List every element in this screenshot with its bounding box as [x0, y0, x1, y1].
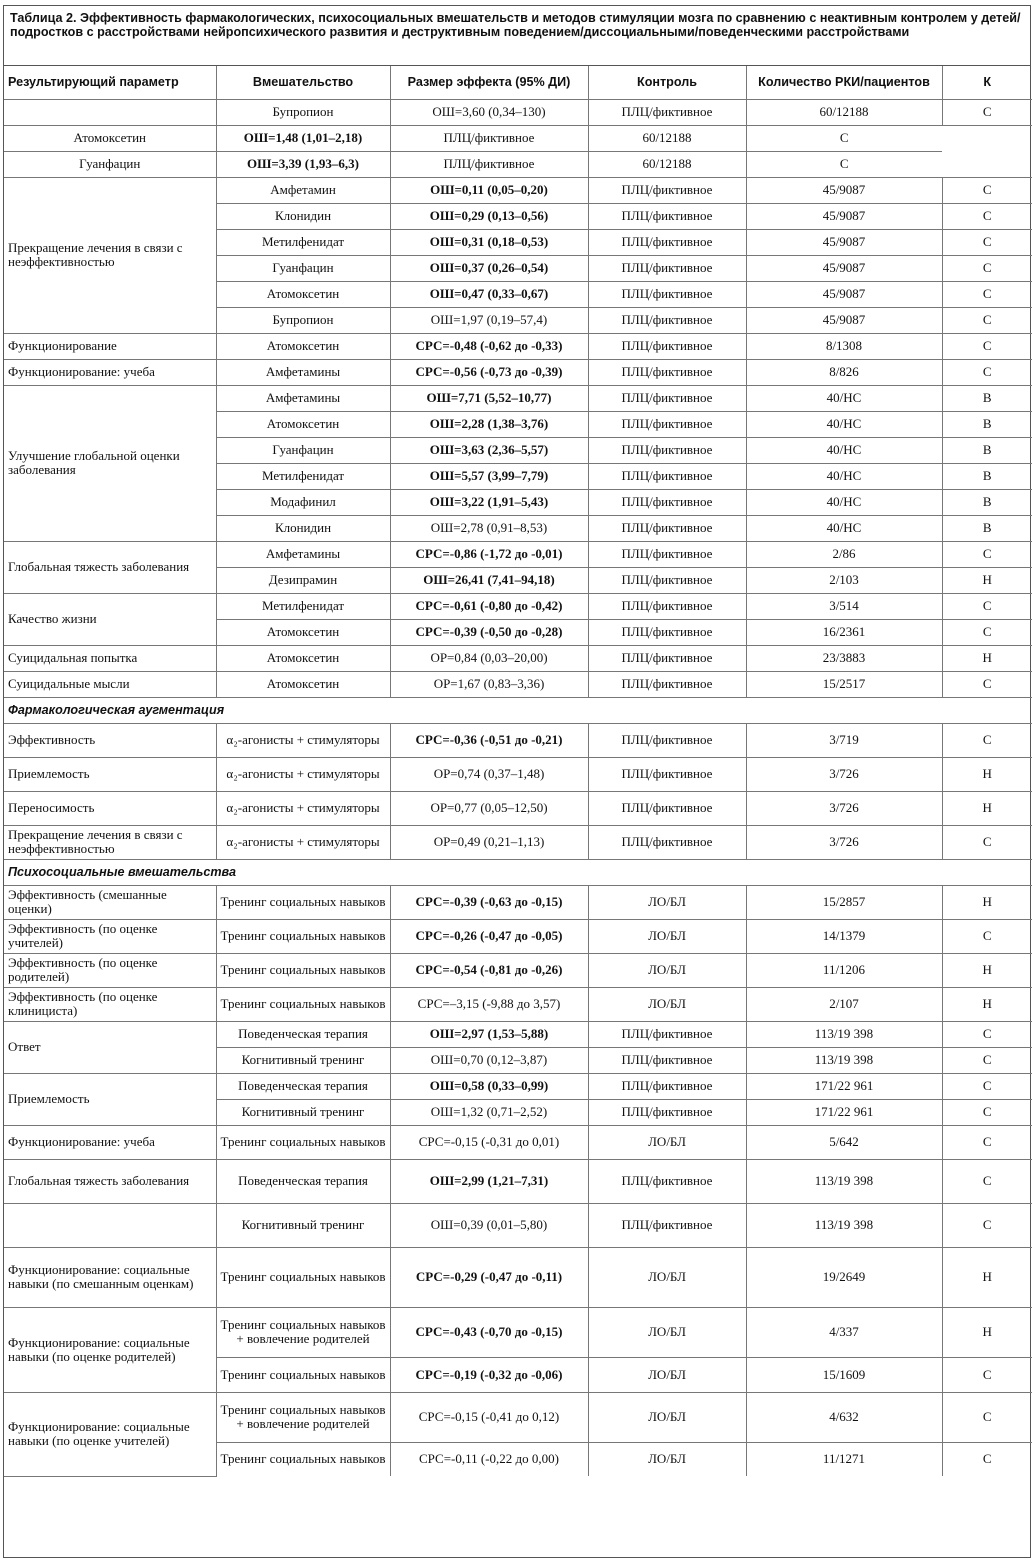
section-row — [4, 859, 1032, 885]
table-row — [4, 885, 1032, 919]
control: ПЛЦ/фиктивное — [588, 359, 746, 385]
intervention: Модафинил — [216, 489, 390, 515]
control: ЛО/БЛ — [588, 1247, 746, 1307]
table-row — [4, 177, 1032, 203]
outcome-parameter — [4, 99, 216, 125]
rct-count: 2/103 — [746, 567, 942, 593]
k-rating: Н — [942, 885, 1032, 919]
effect-size: ОШ=1,48 (1,01–2,18) — [216, 125, 390, 151]
intervention: α₂-агонисты + стимуляторы — [216, 723, 390, 757]
effect-size: ОР=0,77 (0,05–12,50) — [390, 791, 588, 825]
k-rating: Н — [942, 567, 1032, 593]
effect-size: ОШ=0,58 (0,33–0,99) — [390, 1073, 588, 1099]
rct-count: 15/1609 — [746, 1357, 942, 1392]
intervention: Гуанфацин — [216, 437, 390, 463]
intervention: Атомоксетин — [216, 411, 390, 437]
control: ПЛЦ/фиктивное — [588, 307, 746, 333]
control: ПЛЦ/фиктивное — [588, 825, 746, 859]
effect-size: ОР=0,84 (0,03–20,00) — [390, 645, 588, 671]
rct-count: 3/726 — [746, 825, 942, 859]
outcome-parameter: Ответ — [4, 1021, 216, 1073]
table-row — [4, 723, 1032, 757]
intervention: Тренинг социальных навыков — [216, 885, 390, 919]
table-row — [4, 125, 1032, 151]
intervention: Бупропион — [216, 99, 390, 125]
control: ПЛЦ/фиктивное — [588, 333, 746, 359]
rct-count: 23/3883 — [746, 645, 942, 671]
outcome-parameter: Глобальная тяжесть заболевания — [4, 1159, 216, 1203]
header-effect-size: Размер эффекта (95% ДИ) — [390, 66, 588, 99]
intervention: Амфетамины — [216, 385, 390, 411]
effect-size: СРС=-0,61 (-0,80 до -0,42) — [390, 593, 588, 619]
effect-size: СРС=-0,39 (-0,50 до -0,28) — [390, 619, 588, 645]
rct-count: 60/12188 — [746, 99, 942, 125]
header-rct-count: Количество РКИ/пациентов — [746, 66, 942, 99]
control: ПЛЦ/фиктивное — [588, 1073, 746, 1099]
intervention: Поведенческая терапия — [216, 1159, 390, 1203]
k-rating: С — [942, 1047, 1032, 1073]
outcome-parameter: Суицидальная попытка — [4, 645, 216, 671]
table-row — [4, 671, 1032, 697]
effect-size: ОШ=5,57 (3,99–7,79) — [390, 463, 588, 489]
effect-size: ОР=0,74 (0,37–1,48) — [390, 757, 588, 791]
control: ПЛЦ/фиктивное — [588, 757, 746, 791]
effect-size: ОШ=0,47 (0,33–0,67) — [390, 281, 588, 307]
header-row — [4, 66, 1032, 99]
header-parameter: Результирующий параметр — [4, 66, 216, 99]
control: ПЛЦ/фиктивное — [588, 593, 746, 619]
effect-size: ОШ=2,99 (1,21–7,31) — [390, 1159, 588, 1203]
rct-count: 60/12188 — [588, 125, 746, 151]
effect-size: ОР=1,67 (0,83–3,36) — [390, 671, 588, 697]
table-row — [4, 1203, 1032, 1247]
intervention: α₂-агонисты + стимуляторы — [216, 757, 390, 791]
rct-count: 2/107 — [746, 987, 942, 1021]
effect-size: ОШ=3,60 (0,34–130) — [390, 99, 588, 125]
effect-size: ОШ=3,22 (1,91–5,43) — [390, 489, 588, 515]
k-rating: С — [942, 1125, 1032, 1159]
intervention: Клонидин — [216, 515, 390, 541]
table-row — [4, 645, 1032, 671]
control: ЛО/БЛ — [588, 1357, 746, 1392]
intervention: Гуанфацин — [216, 255, 390, 281]
k-rating: С — [746, 151, 942, 177]
intervention: Тренинг социальных навыков — [216, 953, 390, 987]
control: ПЛЦ/фиктивное — [588, 385, 746, 411]
effect-size: ОШ=0,11 (0,05–0,20) — [390, 177, 588, 203]
k-rating: Н — [942, 953, 1032, 987]
effect-size: СРС=–3,15 (-9,88 до 3,57) — [390, 987, 588, 1021]
effect-size: СРС=-0,48 (-0,62 до -0,33) — [390, 333, 588, 359]
rct-count: 45/9087 — [746, 307, 942, 333]
outcome-parameter: Приемлемость — [4, 757, 216, 791]
rct-count: 15/2857 — [746, 885, 942, 919]
rct-count: 5/642 — [746, 1125, 942, 1159]
rct-count: 40/НС — [746, 437, 942, 463]
intervention: Метилфенидат — [216, 593, 390, 619]
outcome-parameter: Функционирование — [4, 333, 216, 359]
k-rating: С — [942, 671, 1032, 697]
effect-size: СРС=-0,54 (-0,81 до -0,26) — [390, 953, 588, 987]
intervention: Атомоксетин — [216, 619, 390, 645]
k-rating: С — [942, 619, 1032, 645]
table-row — [4, 151, 1032, 177]
intervention: Метилфенидат — [216, 229, 390, 255]
table-row — [4, 757, 1032, 791]
rct-count: 4/337 — [746, 1307, 942, 1357]
rct-count: 45/9087 — [746, 203, 942, 229]
effect-size: ОШ=7,71 (5,52–10,77) — [390, 385, 588, 411]
control: ЛО/БЛ — [588, 1392, 746, 1442]
rct-count: 4/632 — [746, 1392, 942, 1442]
control: ПЛЦ/фиктивное — [588, 411, 746, 437]
outcome-parameter: Функционирование: учеба — [4, 1125, 216, 1159]
k-rating: Н — [942, 791, 1032, 825]
control: ПЛЦ/фиктивное — [588, 1159, 746, 1203]
rct-count: 45/9087 — [746, 177, 942, 203]
table-row — [4, 1073, 1032, 1099]
outcome-parameter: Эффективность (по оценке клинициста) — [4, 987, 216, 1021]
intervention: Гуанфацин — [4, 151, 216, 177]
intervention: Атомоксетин — [216, 671, 390, 697]
intervention: Тренинг социальных навыков — [216, 1247, 390, 1307]
header-k: К — [942, 66, 1032, 99]
intervention: Когнитивный тренинг — [216, 1203, 390, 1247]
rct-count: 113/19 398 — [746, 1203, 942, 1247]
outcome-parameter: Качество жизни — [4, 593, 216, 645]
k-rating: С — [942, 1442, 1032, 1476]
intervention: Тренинг социальных навыков + вовлечение родителей — [216, 1307, 390, 1357]
outcome-parameter: Эффективность — [4, 723, 216, 757]
rct-count: 3/514 — [746, 593, 942, 619]
rct-count: 8/1308 — [746, 333, 942, 359]
table-row — [4, 1125, 1032, 1159]
effect-size: ОШ=3,39 (1,93–6,3) — [216, 151, 390, 177]
control: ЛО/БЛ — [588, 987, 746, 1021]
header-control: Контроль — [588, 66, 746, 99]
k-rating: С — [942, 593, 1032, 619]
control: ПЛЦ/фиктивное — [588, 463, 746, 489]
control: ЛО/БЛ — [588, 885, 746, 919]
effect-size: ОШ=2,28 (1,38–3,76) — [390, 411, 588, 437]
table-row — [4, 1021, 1032, 1047]
effect-size: ОШ=0,39 (0,01–5,80) — [390, 1203, 588, 1247]
effect-size: СРС=-0,43 (-0,70 до -0,15) — [390, 1307, 588, 1357]
section-label: Психосоциальные вмешательства — [4, 859, 1032, 885]
effect-size: СРС=-0,39 (-0,63 до -0,15) — [390, 885, 588, 919]
rct-count: 8/826 — [746, 359, 942, 385]
table-row — [4, 919, 1032, 953]
k-rating: Н — [942, 1307, 1032, 1357]
k-rating: С — [942, 723, 1032, 757]
table-row — [4, 1307, 1032, 1357]
intervention: Атомоксетин — [216, 645, 390, 671]
effect-size: СРС=-0,15 (-0,31 до 0,01) — [390, 1125, 588, 1159]
control: ПЛЦ/фиктивное — [588, 177, 746, 203]
k-rating: С — [746, 125, 942, 151]
k-rating: В — [942, 515, 1032, 541]
intervention: Атомоксетин — [216, 333, 390, 359]
table-row — [4, 791, 1032, 825]
rct-count: 60/12188 — [588, 151, 746, 177]
header-intervention: Вмешательство — [216, 66, 390, 99]
control: ПЛЦ/фиктивное — [390, 151, 588, 177]
control: ЛО/БЛ — [588, 1442, 746, 1476]
effect-size: ОШ=26,41 (7,41–94,18) — [390, 567, 588, 593]
k-rating: С — [942, 177, 1032, 203]
intervention: Атомоксетин — [216, 281, 390, 307]
control: ЛО/БЛ — [588, 1307, 746, 1357]
effect-size: ОШ=3,63 (2,36–5,57) — [390, 437, 588, 463]
effect-size: ОШ=0,29 (0,13–0,56) — [390, 203, 588, 229]
rct-count: 15/2517 — [746, 671, 942, 697]
control: ПЛЦ/фиктивное — [588, 723, 746, 757]
table-row — [4, 541, 1032, 567]
control: ПЛЦ/фиктивное — [588, 567, 746, 593]
rct-count: 113/19 398 — [746, 1047, 942, 1073]
table-row — [4, 987, 1032, 1021]
rct-count: 45/9087 — [746, 255, 942, 281]
outcome-parameter: Приемлемость — [4, 1073, 216, 1125]
k-rating: Н — [942, 1247, 1032, 1307]
rct-count: 40/НС — [746, 463, 942, 489]
control: ПЛЦ/фиктивное — [588, 1203, 746, 1247]
table-row — [4, 333, 1032, 359]
rct-count: 14/1379 — [746, 919, 942, 953]
k-rating: С — [942, 1021, 1032, 1047]
outcome-parameter: Эффективность (по оценке родителей) — [4, 953, 216, 987]
k-rating: С — [942, 919, 1032, 953]
k-rating: С — [942, 307, 1032, 333]
rct-count: 3/726 — [746, 791, 942, 825]
outcome-parameter — [4, 1203, 216, 1247]
k-rating: С — [942, 1073, 1032, 1099]
table-row — [4, 99, 1032, 125]
k-rating: В — [942, 489, 1032, 515]
effect-size: ОШ=2,97 (1,53–5,88) — [390, 1021, 588, 1047]
k-rating: С — [942, 359, 1032, 385]
control: ПЛЦ/фиктивное — [588, 437, 746, 463]
control: ПЛЦ/фиктивное — [588, 1099, 746, 1125]
outcome-parameter: Прекращение лечения в связи с неэффективностью — [4, 825, 216, 859]
intervention: α₂-агонисты + стимуляторы — [216, 825, 390, 859]
rct-count: 171/22 961 — [746, 1073, 942, 1099]
intervention: Тренинг социальных навыков + вовлечение родителей — [216, 1392, 390, 1442]
k-rating: В — [942, 385, 1032, 411]
rct-count: 3/719 — [746, 723, 942, 757]
effect-size: СРС=-0,11 (-0,22 до 0,00) — [390, 1442, 588, 1476]
effect-size: СРС=-0,56 (-0,73 до -0,39) — [390, 359, 588, 385]
intervention: Дезипрамин — [216, 567, 390, 593]
outcome-parameter: Функционирование: учеба — [4, 359, 216, 385]
k-rating: Н — [942, 987, 1032, 1021]
control: ПЛЦ/фиктивное — [588, 281, 746, 307]
k-rating: С — [942, 203, 1032, 229]
rct-count: 113/19 398 — [746, 1159, 942, 1203]
section-row — [4, 697, 1032, 723]
k-rating: С — [942, 541, 1032, 567]
control: ПЛЦ/фиктивное — [588, 1021, 746, 1047]
rct-count: 171/22 961 — [746, 1099, 942, 1125]
outcome-parameter: Функционирование: социальные навыки (по смешанным оценкам) — [4, 1247, 216, 1307]
table-row — [4, 1159, 1032, 1203]
intervention: Тренинг социальных навыков — [216, 1357, 390, 1392]
results-table — [4, 66, 1032, 1477]
effect-size: СРС=-0,36 (-0,51 до -0,21) — [390, 723, 588, 757]
table-row — [4, 1247, 1032, 1307]
control: ЛО/БЛ — [588, 953, 746, 987]
outcome-parameter: Эффективность (смешанные оценки) — [4, 885, 216, 919]
k-rating: С — [942, 1203, 1032, 1247]
outcome-parameter: Улучшение глобальной оценки заболевания — [4, 385, 216, 541]
control: ПЛЦ/фиктивное — [588, 203, 746, 229]
rct-count: 2/86 — [746, 541, 942, 567]
effect-size: ОШ=0,31 (0,18–0,53) — [390, 229, 588, 255]
intervention: Тренинг социальных навыков — [216, 987, 390, 1021]
rct-count: 16/2361 — [746, 619, 942, 645]
intervention: α₂-агонисты + стимуляторы — [216, 791, 390, 825]
outcome-parameter: Прекращение лечения в связи с неэффективностью — [4, 177, 216, 333]
k-rating: С — [942, 255, 1032, 281]
k-rating: С — [942, 1099, 1032, 1125]
control: ПЛЦ/фиктивное — [390, 125, 588, 151]
control: ПЛЦ/фиктивное — [588, 489, 746, 515]
effect-size: ОШ=1,97 (0,19–57,4) — [390, 307, 588, 333]
k-rating: С — [942, 229, 1032, 255]
k-rating: С — [942, 1392, 1032, 1442]
intervention: Амфетамины — [216, 541, 390, 567]
rct-count: 45/9087 — [746, 229, 942, 255]
intervention: Когнитивный тренинг — [216, 1099, 390, 1125]
k-rating: С — [942, 1357, 1032, 1392]
effect-size: ОШ=1,32 (0,71–2,52) — [390, 1099, 588, 1125]
effect-size: СРС=-0,29 (-0,47 до -0,11) — [390, 1247, 588, 1307]
table-row — [4, 593, 1032, 619]
intervention: Поведенческая терапия — [216, 1021, 390, 1047]
table-row — [4, 359, 1032, 385]
rct-count: 3/726 — [746, 757, 942, 791]
rct-count: 45/9087 — [746, 281, 942, 307]
control: ПЛЦ/фиктивное — [588, 671, 746, 697]
table-caption: Таблица 2. Эффективность фармакологических, психосоциальных вмешательств и методов стимуляции мозга по сравнению с неактивным контролем у детей/подростков с расстройствами нейропсихического развития и деструктивным поведением/диссоциальными/поведенческими расстройствами — [4, 6, 1030, 66]
intervention: Амфетамин — [216, 177, 390, 203]
control: ЛО/БЛ — [588, 919, 746, 953]
intervention: Метилфенидат — [216, 463, 390, 489]
k-rating: С — [942, 1159, 1032, 1203]
control: ПЛЦ/фиктивное — [588, 541, 746, 567]
control: ПЛЦ/фиктивное — [588, 645, 746, 671]
table-row — [4, 953, 1032, 987]
intervention: Тренинг социальных навыков — [216, 919, 390, 953]
intervention: Бупропион — [216, 307, 390, 333]
intervention: Атомоксетин — [4, 125, 216, 151]
intervention: Когнитивный тренинг — [216, 1047, 390, 1073]
table-frame — [3, 5, 1031, 1558]
effect-size: ОР=0,49 (0,21–1,13) — [390, 825, 588, 859]
k-rating: В — [942, 463, 1032, 489]
control: ПЛЦ/фиктивное — [588, 791, 746, 825]
rct-count: 40/НС — [746, 411, 942, 437]
intervention: Амфетамины — [216, 359, 390, 385]
rct-count: 113/19 398 — [746, 1021, 942, 1047]
effect-size: ОШ=2,78 (0,91–8,53) — [390, 515, 588, 541]
effect-size: СРС=-0,26 (-0,47 до -0,05) — [390, 919, 588, 953]
effect-size: ОШ=0,70 (0,12–3,87) — [390, 1047, 588, 1073]
k-rating: С — [942, 281, 1032, 307]
control: ЛО/БЛ — [588, 1125, 746, 1159]
rct-count: 11/1271 — [746, 1442, 942, 1476]
outcome-parameter: Суицидальные мысли — [4, 671, 216, 697]
intervention: Тренинг социальных навыков — [216, 1442, 390, 1476]
control: ПЛЦ/фиктивное — [588, 619, 746, 645]
k-rating: С — [942, 825, 1032, 859]
outcome-parameter: Эффективность (по оценке учителей) — [4, 919, 216, 953]
outcome-parameter: Функционирование: социальные навыки (по оценке родителей) — [4, 1307, 216, 1392]
table-row — [4, 825, 1032, 859]
rct-count: 40/НС — [746, 515, 942, 541]
outcome-parameter: Функционирование: социальные навыки (по оценке учителей) — [4, 1392, 216, 1476]
k-rating: Н — [942, 757, 1032, 791]
effect-size: СРС=-0,15 (-0,41 до 0,12) — [390, 1392, 588, 1442]
effect-size: СРС=-0,86 (-1,72 до -0,01) — [390, 541, 588, 567]
control: ПЛЦ/фиктивное — [588, 99, 746, 125]
rct-count: 11/1206 — [746, 953, 942, 987]
outcome-parameter: Переносимость — [4, 791, 216, 825]
k-rating: С — [942, 333, 1032, 359]
table-row — [4, 385, 1032, 411]
control: ПЛЦ/фиктивное — [588, 255, 746, 281]
effect-size: СРС=-0,19 (-0,32 до -0,06) — [390, 1357, 588, 1392]
intervention: Тренинг социальных навыков — [216, 1125, 390, 1159]
outcome-parameter: Глобальная тяжесть заболевания — [4, 541, 216, 593]
k-rating: В — [942, 411, 1032, 437]
section-label: Фармакологическая аугментация — [4, 697, 1032, 723]
rct-count: 40/НС — [746, 385, 942, 411]
k-rating: В — [942, 437, 1032, 463]
rct-count: 19/2649 — [746, 1247, 942, 1307]
k-rating: С — [942, 99, 1032, 125]
table-row — [4, 1392, 1032, 1442]
control: ПЛЦ/фиктивное — [588, 515, 746, 541]
control: ПЛЦ/фиктивное — [588, 229, 746, 255]
effect-size: ОШ=0,37 (0,26–0,54) — [390, 255, 588, 281]
k-rating: Н — [942, 645, 1032, 671]
rct-count: 40/НС — [746, 489, 942, 515]
intervention: Поведенческая терапия — [216, 1073, 390, 1099]
intervention: Клонидин — [216, 203, 390, 229]
control: ПЛЦ/фиктивное — [588, 1047, 746, 1073]
